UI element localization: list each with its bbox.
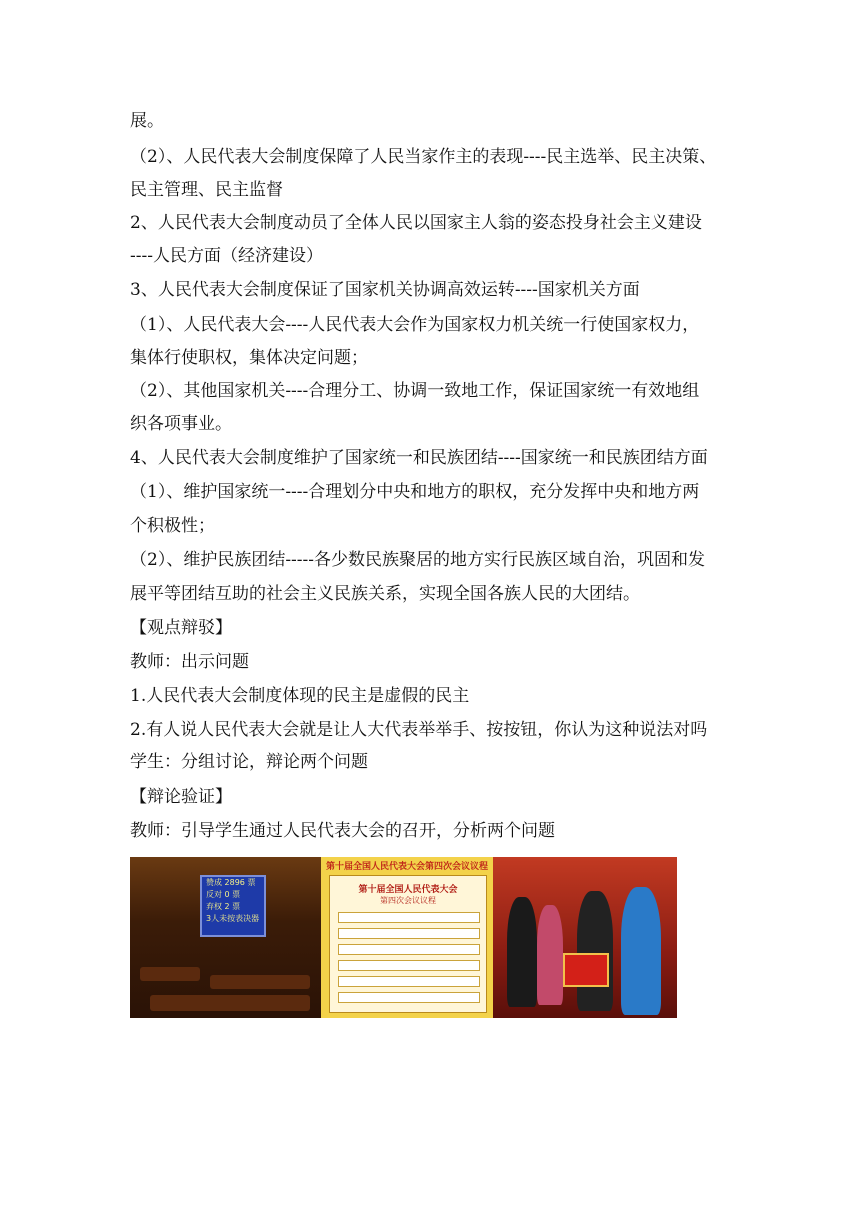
seat-row (150, 995, 310, 1011)
section-heading: 【辩论验证】 (130, 787, 232, 807)
text-line: 展。 (130, 111, 164, 131)
agenda-row (338, 912, 480, 923)
text-line: （2）、维护民族团结-----各少数民族聚居的地方实行民族区域自治，巩固和发 (130, 550, 706, 570)
text-line: （2）、其他国家机关----合理分工、协调一致地工作，保证国家统一有效地组 (130, 381, 700, 401)
text-line: 2、人民代表大会制度动员了全体人民以国家主人翁的姿态投身社会主义建设 (130, 213, 702, 233)
text-line: 4、人民代表大会制度维护了国家统一和民族团结----国家统一和民族团结方面 (130, 448, 708, 468)
delegate-figure (537, 905, 563, 1005)
delegate-figure (507, 897, 537, 1007)
section-heading: 【观点辩驳】 (130, 618, 232, 638)
agenda-row (338, 960, 480, 971)
text-line: ----人民方面（经济建设） (130, 246, 323, 266)
agenda-document (329, 875, 487, 1013)
delegate-figure (621, 887, 661, 1015)
text-line: （2）、人民代表大会制度保障了人民当家作主的表现----民主选举、民主决策、 (130, 147, 717, 167)
agenda-row (338, 976, 480, 987)
text-line: 学生：分组讨论，辩论两个问题 (130, 752, 368, 772)
seat-row (210, 975, 310, 989)
text-line: （1）、维护国家统一----合理划分中央和地方的职权，充分发挥中央和地方两 (130, 482, 700, 502)
congress-photo-strip (130, 857, 677, 1018)
voting-hall-photo (130, 857, 321, 1018)
vote-board-line: 弃权 2 票 (206, 902, 241, 911)
agenda-row (338, 944, 480, 955)
text-line: 民主管理、民主监督 (130, 180, 283, 200)
text-line: 教师：引导学生通过人民代表大会的召开，分析两个问题 (130, 821, 555, 841)
vote-board-line: 3人未按表决器 (206, 914, 260, 923)
ballot-casting-photo (493, 857, 677, 1018)
agenda-subtitle: 第四次会议议程 (380, 896, 436, 905)
vote-display-board (200, 875, 266, 937)
delegate-figure (577, 891, 613, 1011)
agenda-title: 第十届全国人民代表大会 (358, 885, 458, 895)
text-line: 织各项事业。 (130, 414, 232, 434)
text-line: 展平等团结互助的社会主义民族关系，实现全国各族人民的大团结。 (130, 584, 640, 604)
vote-board-line: 反对 0 票 (206, 890, 241, 899)
text-line: 个积极性； (130, 516, 215, 536)
agenda-row (338, 928, 480, 939)
text-line: （1）、人民代表大会----人民代表大会作为国家权力机关统一行使国家权力， (130, 315, 700, 335)
vote-board-line: 赞成 2896 票 (206, 878, 256, 887)
agenda-row (338, 992, 480, 1003)
text-line: 1.人民代表大会制度体现的民主是虚假的民主 (130, 686, 470, 706)
ballot-box (563, 953, 609, 987)
agenda-photo (321, 857, 493, 1018)
text-line: 教师：出示问题 (130, 652, 249, 672)
text-line: 3、人民代表大会制度保证了国家机关协调高效运转----国家机关方面 (130, 280, 640, 300)
text-line: 集体行使职权，集体决定问题； (130, 348, 368, 368)
agenda-banner: 第十届全国人民代表大会第四次会议议程 (325, 862, 488, 872)
seat-row (140, 967, 200, 981)
text-line: 2.有人说人民代表大会就是让人大代表举举手、按按钮，你认为这种说法对吗 (130, 720, 708, 740)
